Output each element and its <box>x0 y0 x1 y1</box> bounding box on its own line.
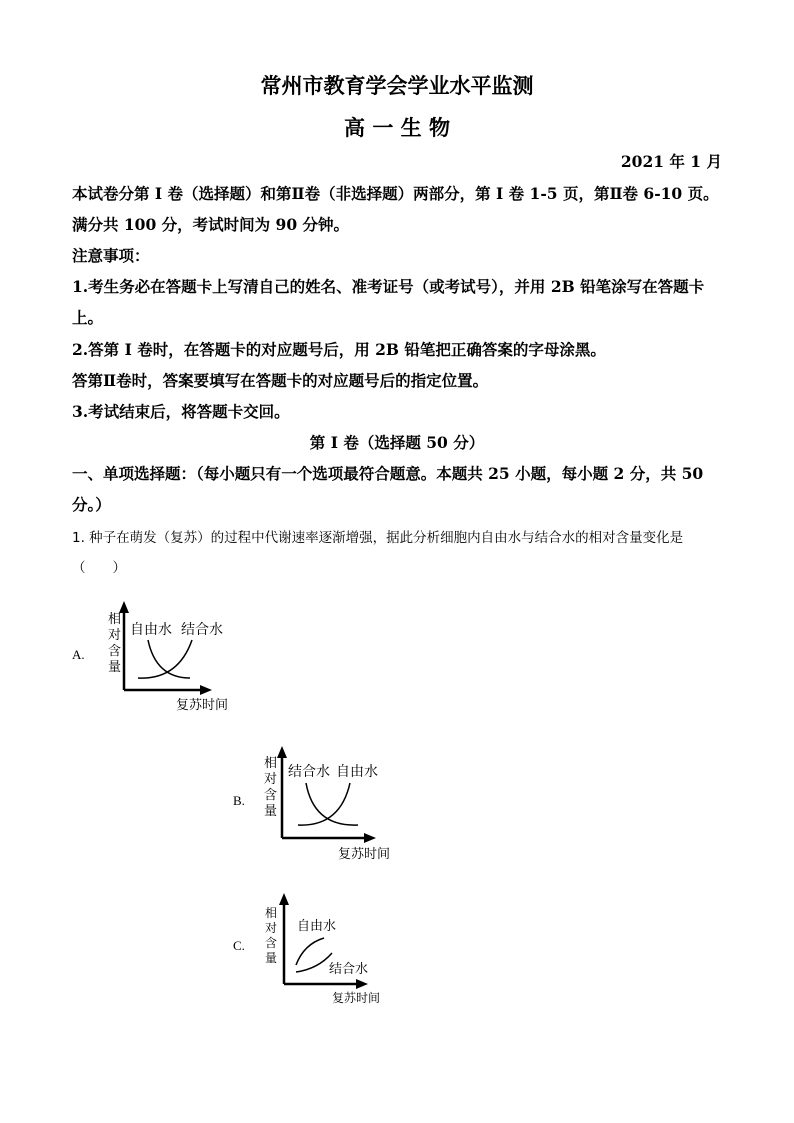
section-instructions-b: 分。） <box>72 495 111 514</box>
option-c-graph <box>262 890 402 1008</box>
ylabel-char: 相 <box>264 756 278 771</box>
ylabel-char: 对 <box>265 921 278 935</box>
option-b-graph <box>258 741 408 866</box>
curve-label-1: 自由水 <box>130 622 172 638</box>
ylabel-char: 量 <box>265 951 278 965</box>
option-a-graph <box>100 596 240 716</box>
ylabel-char: 含 <box>264 788 278 803</box>
question-1-text: 1. 种子在萌发（复苏）的过程中代谢速率逐渐增强，据此分析细胞内自由水与结合水的相对含量变化是 <box>72 530 684 546</box>
option-a-letter[interactable]: A. <box>72 647 85 662</box>
ylabel-char: 相 <box>108 612 122 627</box>
subject-title: 高 一 生 物 <box>344 115 450 140</box>
note-1b: 上。 <box>72 308 104 327</box>
ylabel-char: 量 <box>108 660 122 675</box>
section-title: 第 I 卷（选择题 50 分） <box>309 433 485 452</box>
note-3: 3.考试结束后，将答题卡交回。 <box>72 402 290 421</box>
curve-label-2: 结合水 <box>181 622 223 638</box>
curve-2 <box>298 783 350 825</box>
notes-heading: 注意事项： <box>72 246 150 265</box>
x-axis-arrow-icon <box>356 979 368 989</box>
curve-label-1: 自由水 <box>297 919 337 934</box>
curve-1 <box>296 938 324 965</box>
ylabel-char: 含 <box>265 936 278 950</box>
curve-label-1: 结合水 <box>288 764 330 780</box>
xlabel: 复苏时间 <box>176 698 229 713</box>
ylabel-char: 相 <box>265 906 278 920</box>
option-b-letter[interactable]: B. <box>233 793 245 808</box>
ylabel-char: 含 <box>108 644 122 659</box>
option-c-letter[interactable]: C. <box>233 938 245 953</box>
x-axis-arrow-icon <box>200 685 212 695</box>
note-2a: 2.答第 I 卷时，在答题卡的对应题号后，用 2B 铅笔把正确答案的字母涂黑。 <box>72 340 606 359</box>
section-instructions-a: 一、单项选择题：（每小题只有一个选项最符合题意。本题共 25 小题，每小题 2 分，共 50 <box>72 464 704 483</box>
exam-title: 常州市教育学会学业水平监测 <box>260 73 534 98</box>
note-1a: 1.考生务必在答题卡上写清自己的姓名、准考证号（或考试号），并用 2B 铅笔涂写在答题卡 <box>72 277 705 296</box>
xlabel: 复苏时间 <box>338 847 391 862</box>
intro-line-1: 本试卷分第 I 卷（选择题）和第Ⅱ卷（非选择题）两部分，第 I 卷 1-5 页，第Ⅱ卷 6-10 页。 <box>72 184 719 203</box>
curve-2 <box>138 640 192 678</box>
y-axis-arrow-icon <box>279 893 289 905</box>
curve-label-2: 结合水 <box>329 962 369 977</box>
xlabel: 复苏时间 <box>332 991 381 1005</box>
exam-date: 2021 年 1 月 <box>620 152 722 171</box>
ylabel-char: 量 <box>264 804 278 819</box>
x-axis-arrow-icon <box>364 833 376 843</box>
note-2b: 答第Ⅱ卷时，答案要填写在答题卡的对应题号后的指定位置。 <box>72 371 489 390</box>
question-1-blank: （ ） <box>72 560 126 576</box>
ylabel-char: 对 <box>108 628 122 643</box>
curve-2 <box>296 953 332 972</box>
curve-1 <box>148 640 190 678</box>
curve-label-2: 自由水 <box>336 764 378 780</box>
ylabel-char: 对 <box>264 772 278 787</box>
curve-1 <box>306 783 358 825</box>
y-axis-arrow-icon <box>277 746 287 758</box>
intro-line-2: 满分共 100 分，考试时间为 90 分钟。 <box>72 215 350 234</box>
